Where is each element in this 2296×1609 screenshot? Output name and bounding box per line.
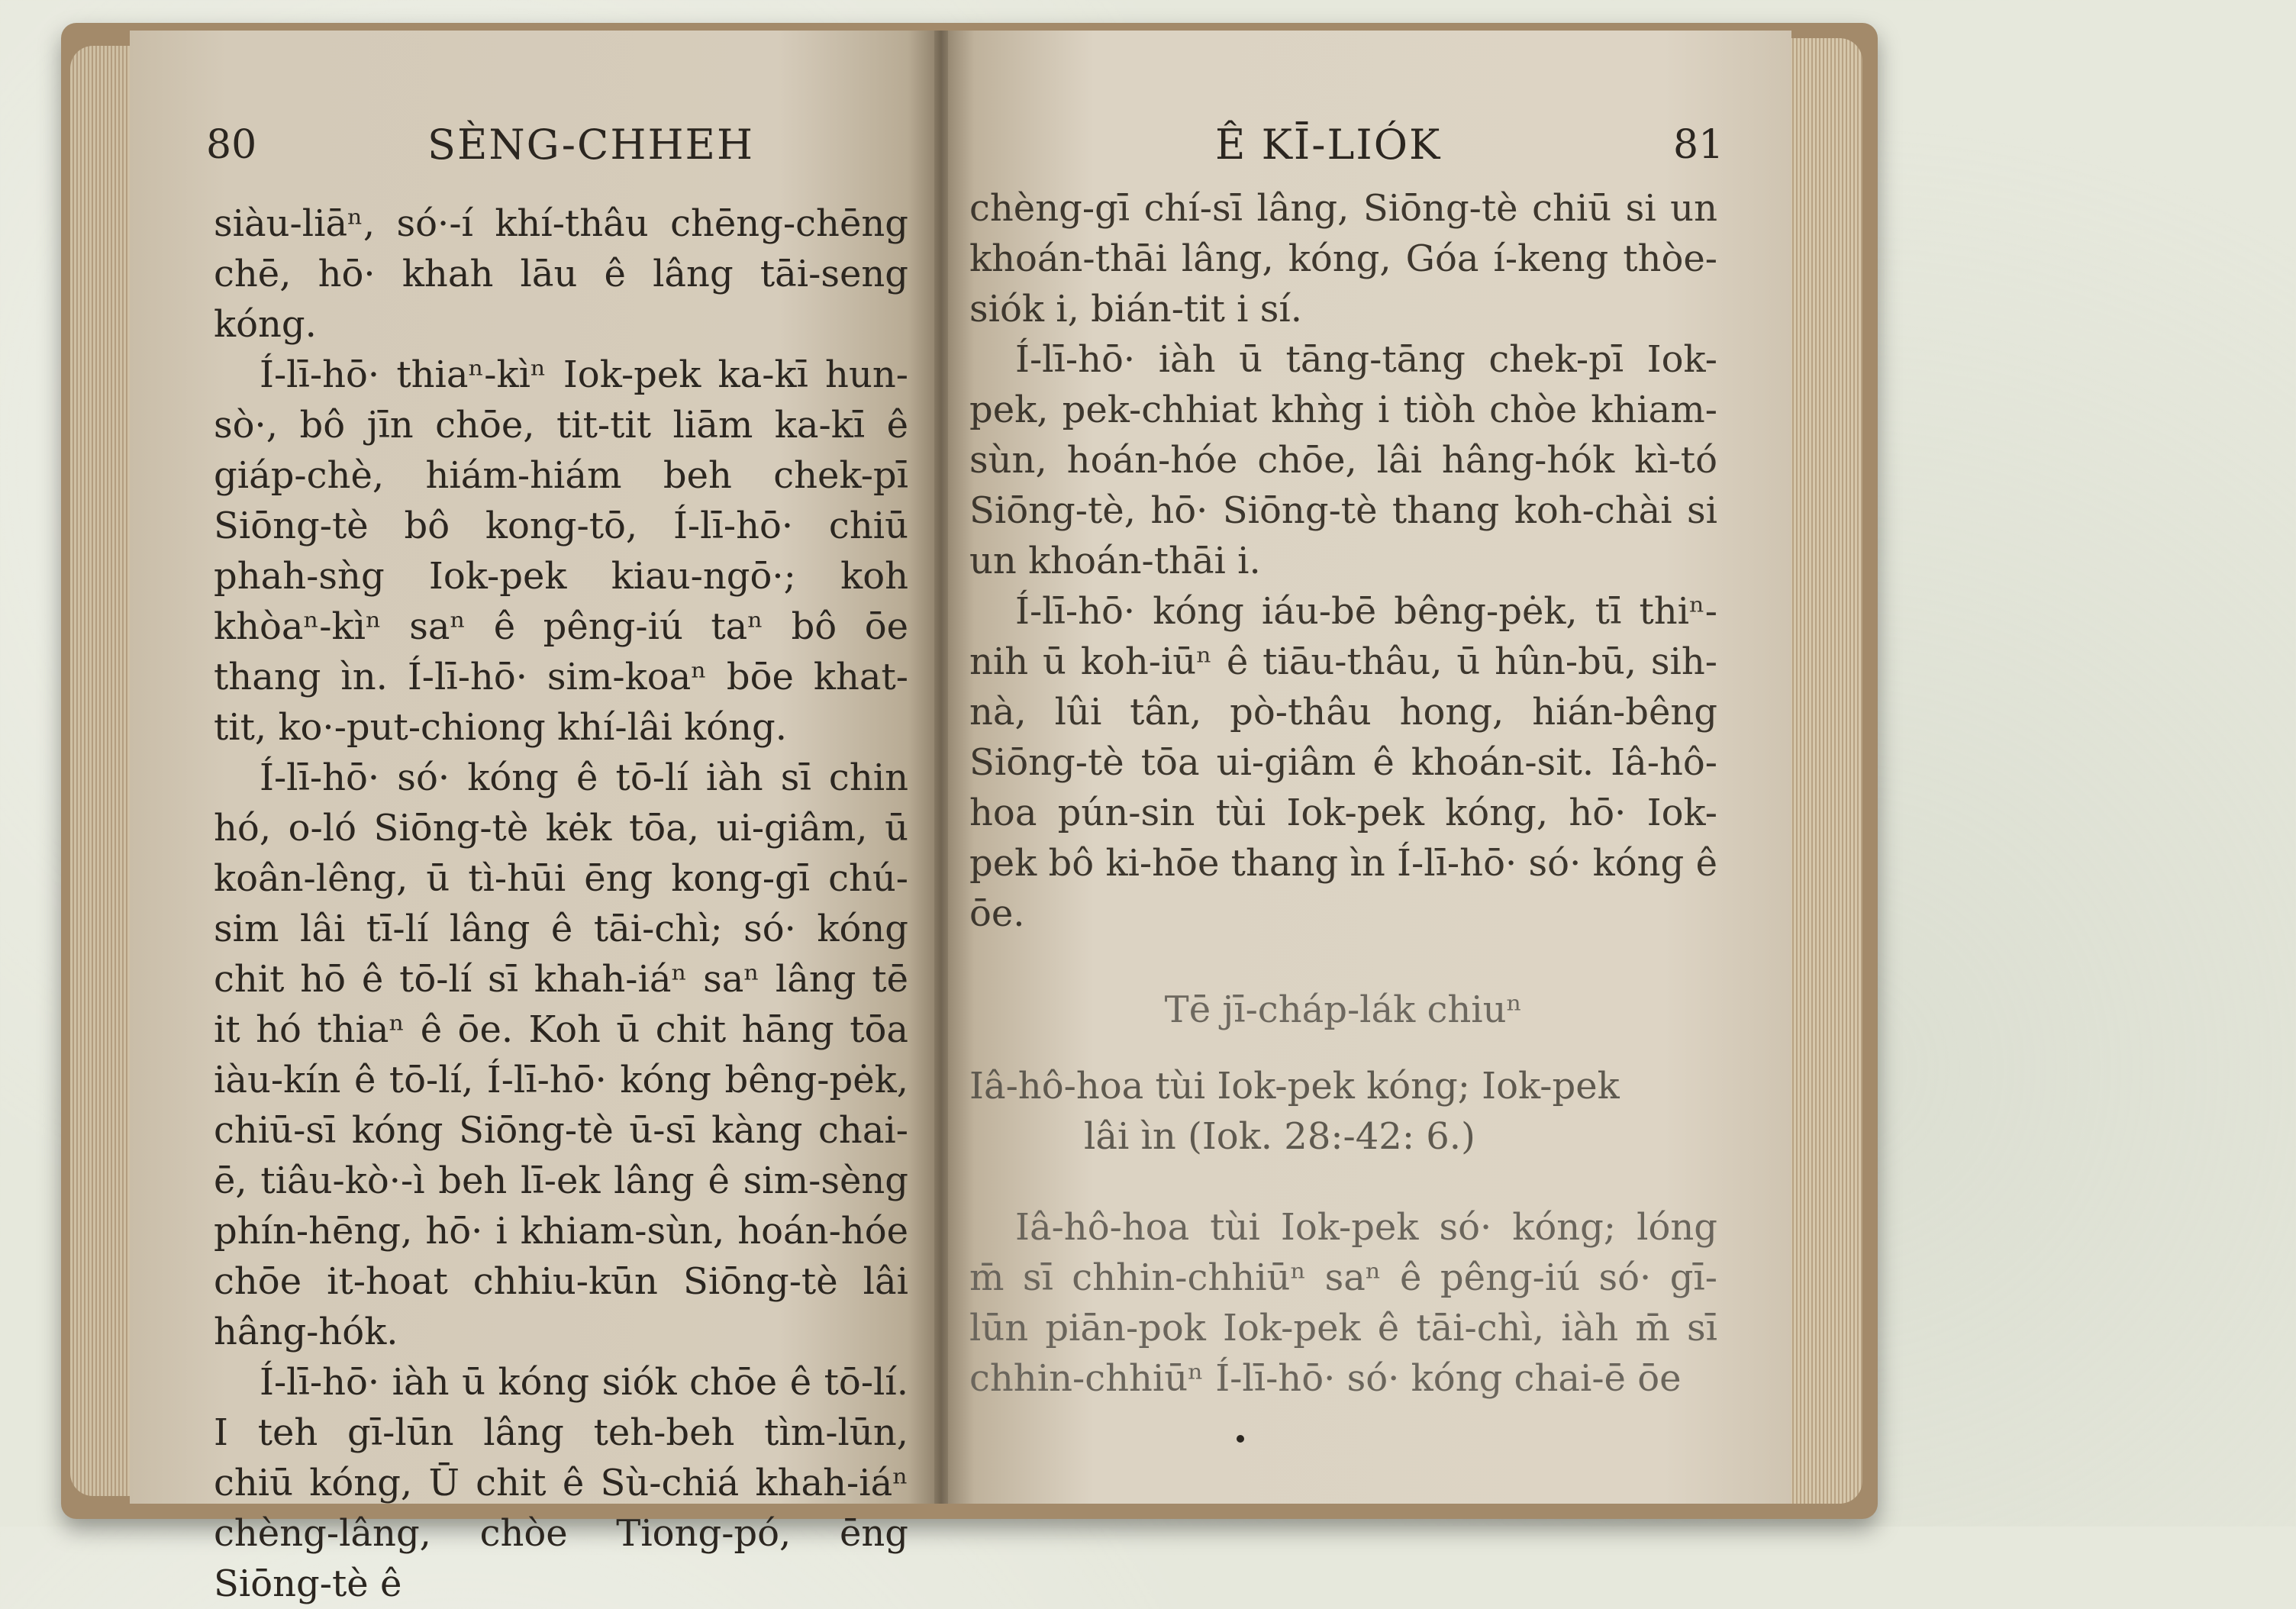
right-paragraph-2: Í-lī-hō· iàh ū tāng-tāng chek-pī Iok-pek, pek-chhiat khǹg i tiòh chòe khiam-sùn, hoán-hóe chōe, lâi hâng-hók kì-tó Siōng-tè, hō· Siōng-tè thang koh-chài si un khoán-thāi i. [969,338,1717,582]
chapter-heading: Tē jī-cháp-lák chiuⁿ [1164,988,1523,1031]
right-running-head: Ê KĪ-LIÓK [1215,121,1442,169]
right-final-paragraph [969,1202,1717,1404]
book-gutter [934,31,948,1504]
ink-speck [1237,1435,1244,1443]
left-running-head: SÈNG-CHHEH [427,121,755,169]
scripture-reference [969,1061,1717,1162]
left-page [130,31,940,1605]
left-paragraph-2: Í-lī-hō· thiaⁿ-kìⁿ Iok-pek ka-kī hun-sò·, bô jīn chōe, tit-tit liām ka-kī ê giáp-chè, hiám-hiám beh chek-pī Siōng-tè bô kong-tō, Í-lī-hō· chiū phah-sǹg Iok-pek kiau-ngō·; koh khòaⁿ-kìⁿ saⁿ ê pêng-iú taⁿ bô ōe thang ìn. Í-lī-hō· sim-koaⁿ bōe khat-tit, ko·-put-chiong khí-lâi kóng. [214,353,908,749]
right-page-number: 81 [1673,122,1724,168]
right-page [940,31,1791,1504]
left-page-edges [70,46,139,1496]
left-paragraph-1: siàu-liāⁿ, só·-í khí-thâu chēng-chēng chē, hō· khah lāu ê lâng tāi-seng kóng. [214,202,908,346]
right-paragraph-1: chèng-gī chí-sī lâng, Siōng-tè chiū si un khoán-thāi lâng, kóng, Góa í-keng thòe-siók i, bián-tit i sí. [969,187,1717,331]
left-paragraph-4: Í-lī-hō· iàh ū kóng siók chōe ê tō-lí. I teh gī-lūn lâng teh-beh tìm-lūn, chiū kóng, Ū chit ê Sù-chiá khah-iáⁿ chèng-lâng, chòe Tiong-pó, ēng Siōng-tè ê [214,1361,908,1605]
left-body-text [214,198,908,1609]
right-paragraph-4: Iâ-hô-hoa tùi Iok-pek só· kóng; lóng m̄ sī chhin-chhiūⁿ saⁿ ê pêng-iú só· gī-lūn piān-pok Iok-pek ê tāi-chì, iàh m̄ sī chhin-chhiūⁿ Í-lī-hō· só· kóng chai-ē ōe [969,1206,1717,1400]
scripture-line-2: lâi ìn (Iok. 28:-42: 6.) [1084,1115,1475,1158]
scripture-line-1: Iâ-hô-hoa tùi Iok-pek kóng; Iok-pek [969,1065,1620,1108]
left-paragraph-3: Í-lī-hō· só· kóng ê tō-lí iàh sī chin hó, o-ló Siōng-tè kėk tōa, ui-giâm, ū koân-lêng, ū tì-hūi ēng kong-gī chú-sim lâi tī-lí lâng ê tāi-chì; só· kóng chit hō ê tō-lí sī khah-iáⁿ saⁿ lâng tē it hó thiaⁿ ê ōe. Koh ū chit hāng tōa iàu-kín ê tō-lí, Í-lī-hō· kóng bêng-pėk, chiū-sī kóng Siōng-tè ū-sī kàng chai-ē, tiâu-kò·-ì beh lī-ek lâng ê sim-sèng phín-hēng, hō· i khiam-sùn, hoán-hóe chōe it-hoat chhiu-kūn Siōng-tè lâi hâng-hók. [214,756,908,1353]
right-body-text [969,183,1717,939]
right-page-edges [1786,38,1862,1504]
right-paragraph-3: Í-lī-hō· kóng iáu-bē bêng-pėk, tī thiⁿ-nih ū koh-iūⁿ ê tiāu-thâu, ū hûn-bū, sih-nà, lûi tân, pò-thâu hong, hián-bêng Siōng-tè tōa ui-giâm ê khoán-sit. Iâ-hô-hoa pún-sin tùi Iok-pek kóng, hō· Iok-pek bô ki-hōe thang ìn Í-lī-hō· só· kóng ê ōe. [969,590,1717,935]
left-page-number: 80 [206,122,257,168]
